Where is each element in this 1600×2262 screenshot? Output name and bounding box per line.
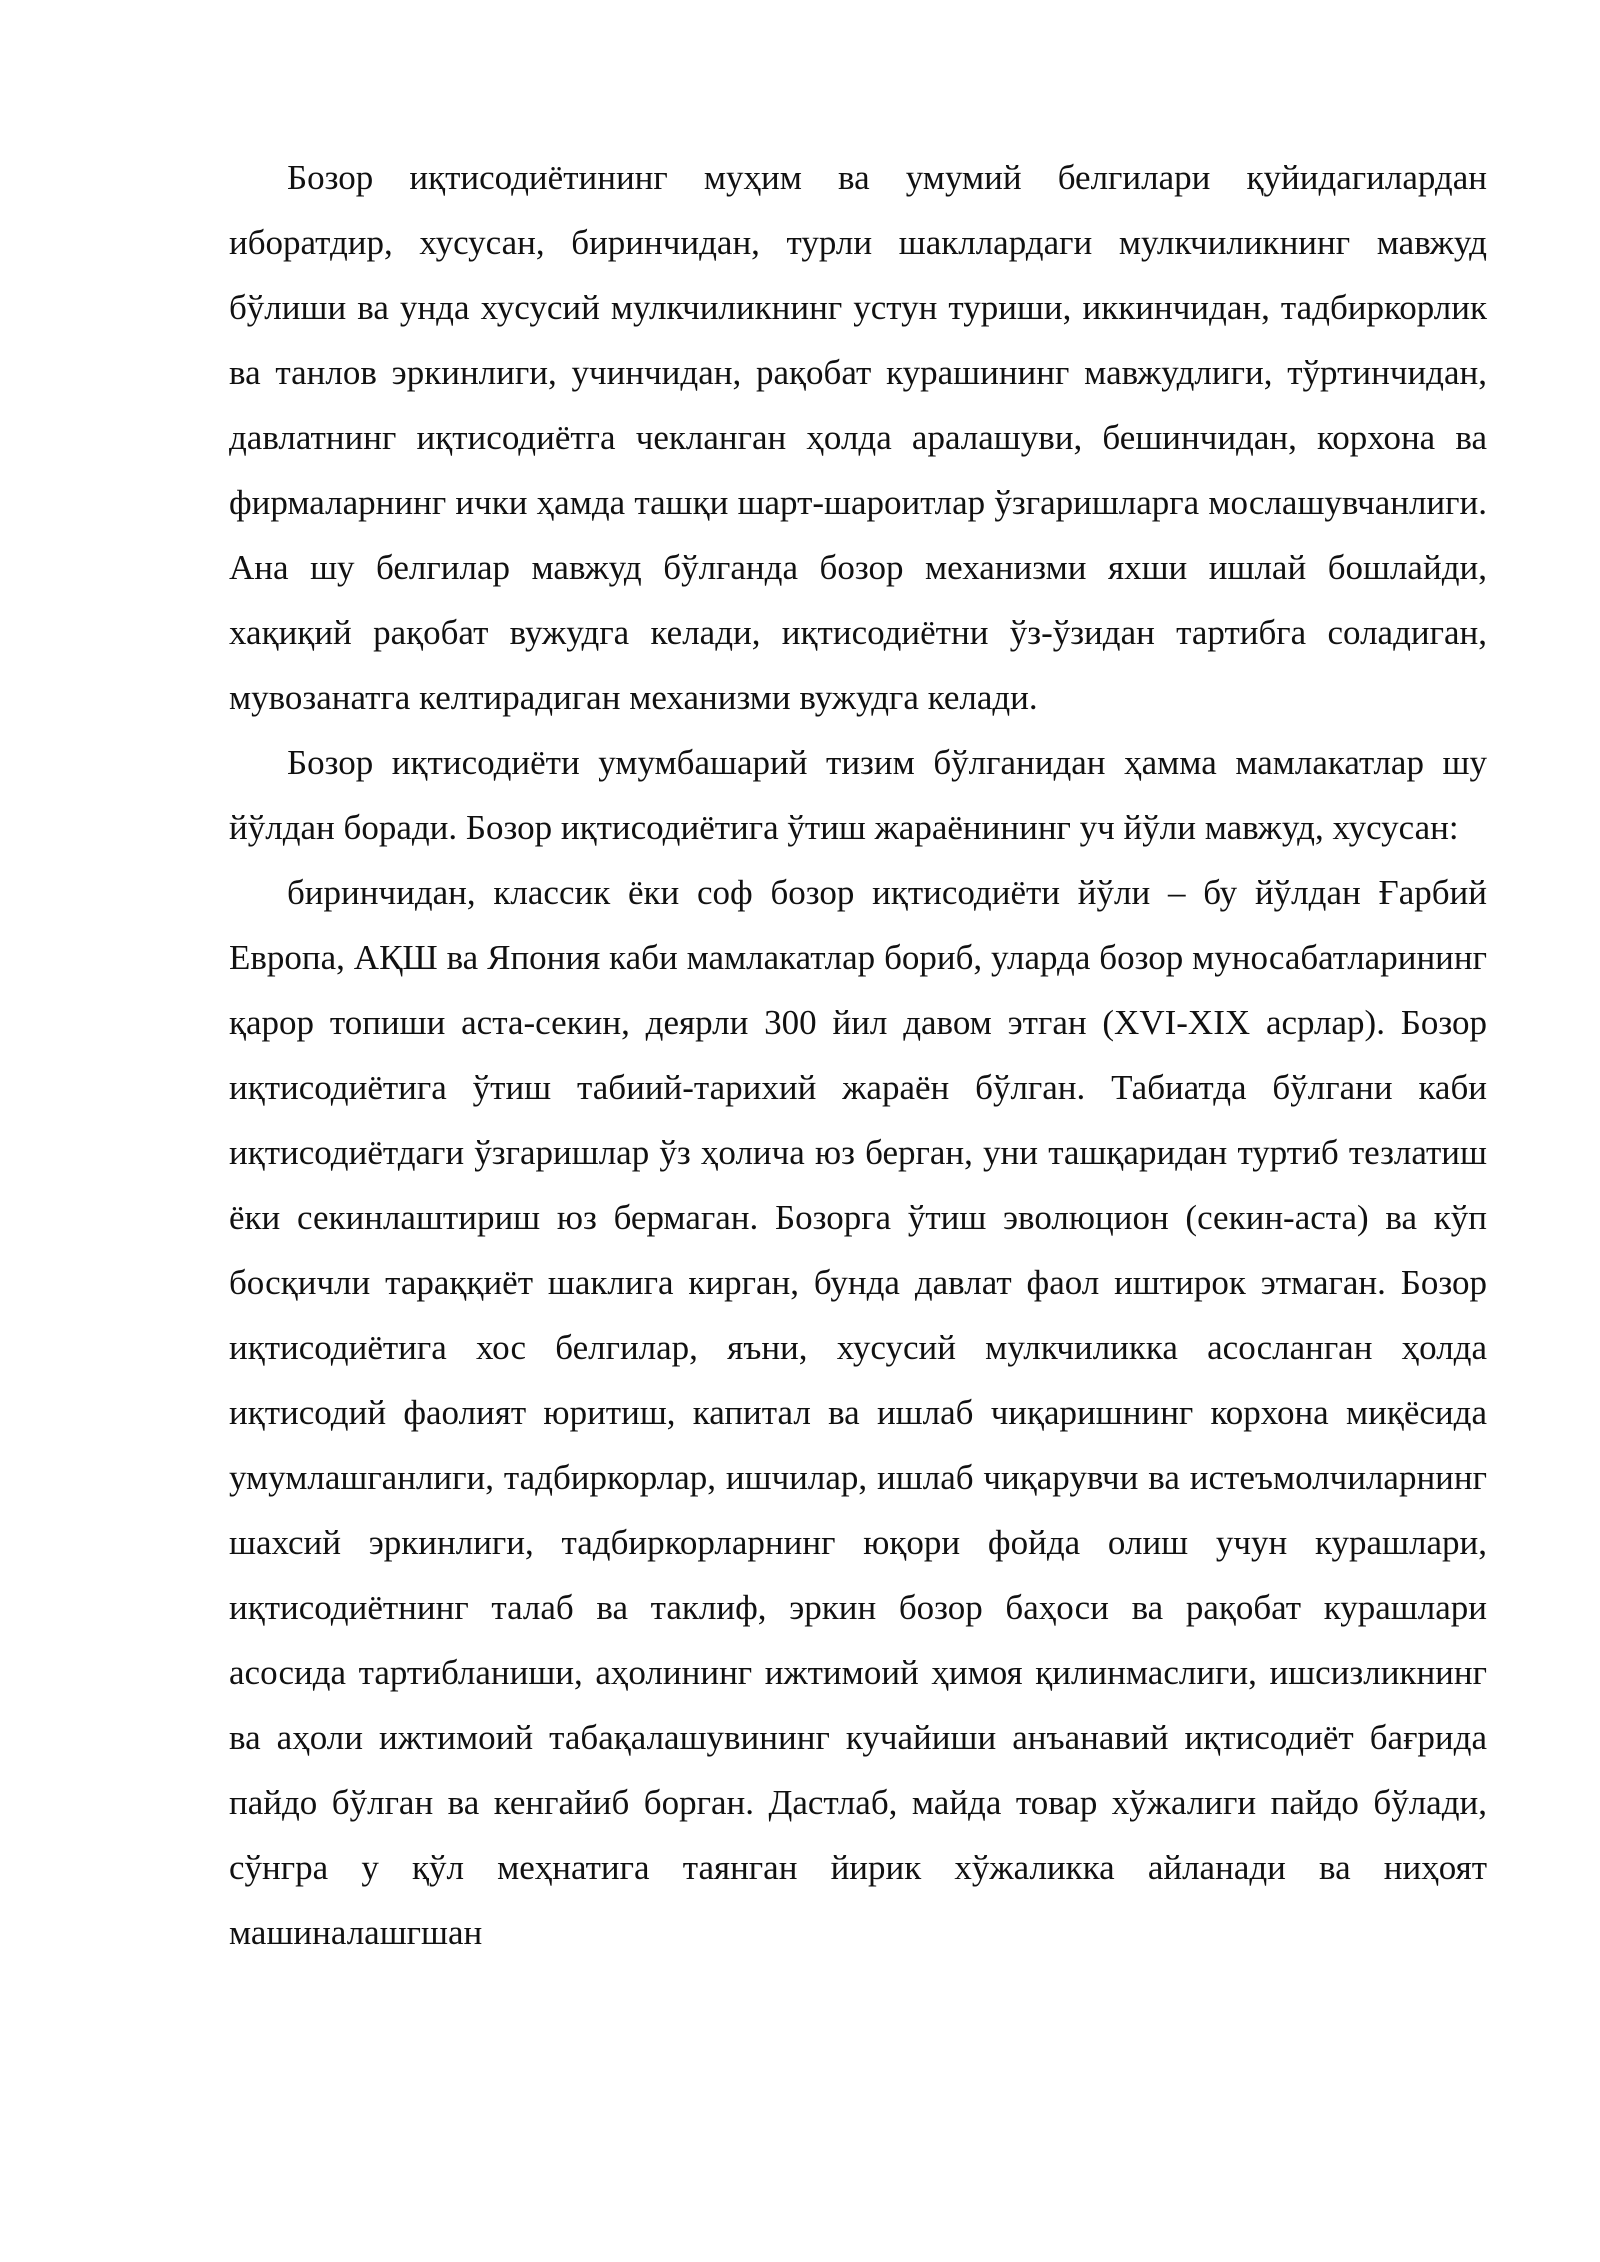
body-text — [229, 145, 1487, 1965]
paragraph-1: Бозор иқтисодиётининг муҳим ва умумий белгилари қуйидагилардан иборатдир, хусусан, биринчидан, турли шакллардаги мулкчиликнинг мавжуд бўлиши ва унда хусусий мулкчиликнинг устун туриши, иккинчидан, тадбиркорлик ва танлов эркинлиги, учинчидан, рақобат курашининг мавжудлиги, тўртинчидан, давлатнинг иқтисодиётга чекланган ҳолда аралашуви, бешинчидан, корхона ва фирмаларнинг ички ҳамда ташқи шарт-шароитлар ўзгаришларга мослашувчанлиги. Ана шу белгилар мавжуд бўлганда бозор механизми яхши ишлай бошлайди, хақиқий рақобат вужудга келади, иқтисодиётни ўз-ўзидан тартибга соладиган, мувозанатга келтирадиган механизми вужудга келади. — [229, 158, 1487, 717]
paragraph-2: Бозор иқтисодиёти умумбашарий тизим бўлганидан ҳамма мамлакатлар шу йўлдан боради. Бозор иқтисодиётига ўтиш жараёнининг уч йўли мавжуд, хусусан: — [229, 743, 1487, 847]
paragraph-3: биринчидан, классик ёки соф бозор иқтисодиёти йўли – бу йўлдан Ғарбий Европа, АҚШ ва Япония каби мамлакатлар бориб, уларда бозор муносабатларининг қарор топиши аста-секин, деярли 300 йил давом этган (XVI-XIX асрлар). Бозор иқтисодиётига ўтиш табиий-тарихий жараён бўлган. Табиатда бўлгани каби иқтисодиётдаги ўзгаришлар ўз ҳолича юз берган, уни ташқаридан туртиб тезлатиш ёки секинлаштириш юз бермаган. Бозорга ўтиш эволюцион (секин-аста) ва кўп босқичли тараққиёт шаклига кирган, бунда давлат фаол иштирок этмаган. Бозор иқтисодиётига хос белгилар, яъни, хусусий мулкчиликка асосланган ҳолда иқтисодий фаолият юритиш, капитал ва ишлаб чиқаришнинг корхона миқёсида умумлашганлиги, тадбиркорлар, ишчилар, ишлаб чиқарувчи ва истеъмолчиларнинг шахсий эркинлиги, тадбиркорларнинг юқори фойда олиш учун курашлари, иқтисодиётнинг талаб ва таклиф, эркин бозор баҳоси ва рақобат курашлари асосида тартибланиши, аҳолининг ижтимоий ҳимоя қилинмаслиги, ишсизликнинг ва аҳоли ижтимоий табақалашувининг кучайиши анъанавий иқтисодиёт бағрида пайдо бўлган ва кенгайиб борган. Дастлаб, майда товар хўжалиги пайдо бўлади, сўнгра у қўл меҳнатига таянган йирик хўжаликка айланади ва ниҳоят машиналашгшан — [229, 873, 1487, 1952]
